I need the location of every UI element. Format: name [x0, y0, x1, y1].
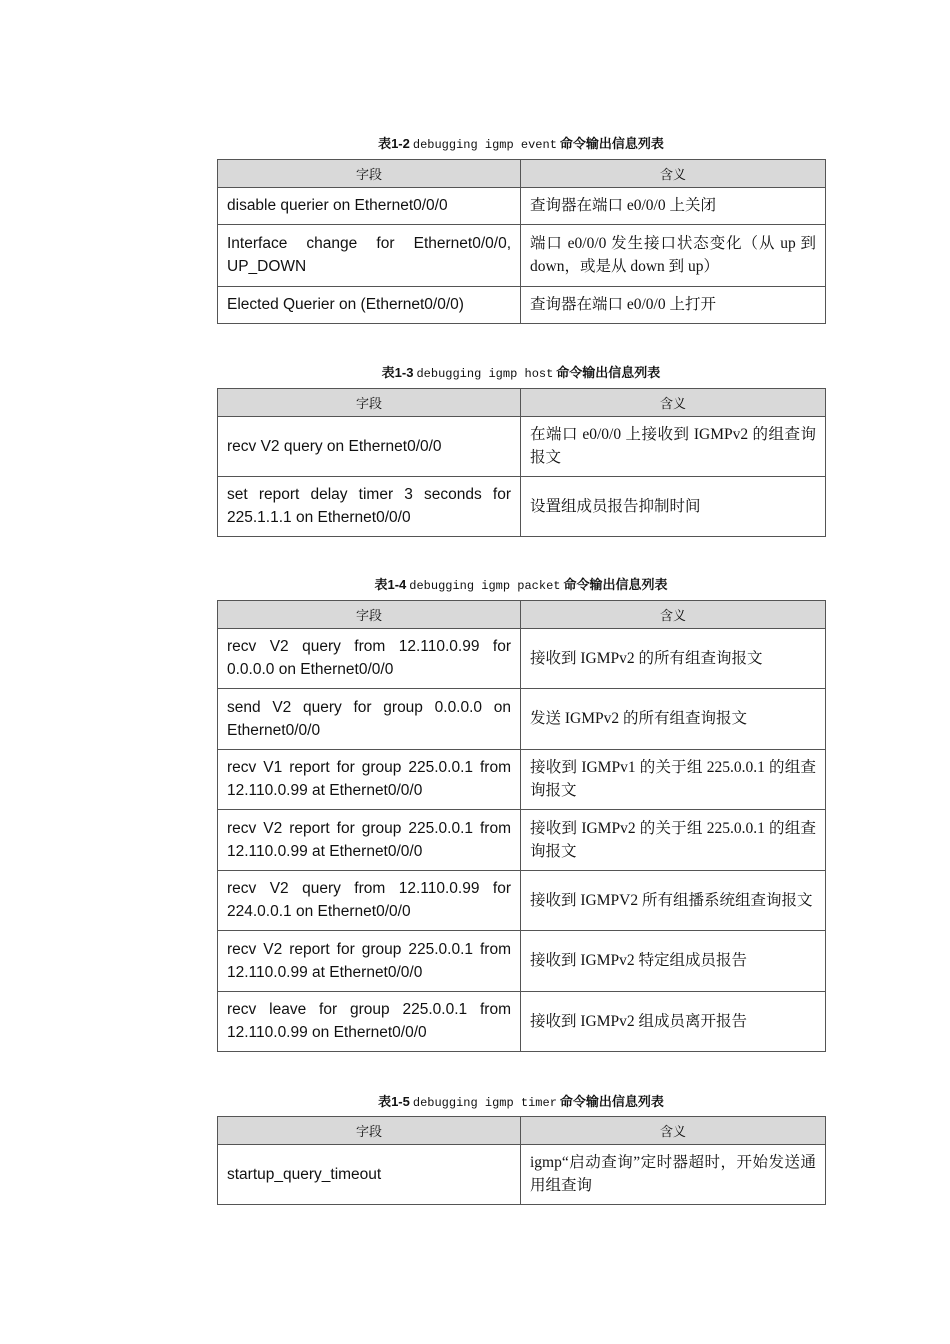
field-cell: recv V1 report for group 225.0.0.1 from 12.110.0.99 at Ethernet0/0/0 [218, 750, 521, 810]
caption-number: 表1-2 [378, 136, 410, 151]
field-cell: Interface change for Ethernet0/0/0, UP_DOWN [218, 225, 521, 287]
caption-command: debugging igmp host [416, 367, 554, 381]
caption-number: 表1-5 [378, 1094, 410, 1109]
field-cell: recv V2 query on Ethernet0/0/0 [218, 417, 521, 477]
meaning-cell: igmp“启动查询”定时器超时，开始发送通用组查询 [521, 1145, 826, 1205]
caption-desc: 命令输出信息列表 [556, 365, 661, 380]
header-field: 字段 [218, 1117, 521, 1145]
header-row [218, 1117, 826, 1145]
table-caption [217, 136, 825, 153]
caption-command: debugging igmp packet [409, 579, 561, 593]
table-caption [217, 365, 825, 382]
meaning-cell: 接收到 IGMPv2 组成员离开报告 [521, 992, 826, 1052]
field-cell: recv V2 query from 12.110.0.99 for 0.0.0.0 on Ethernet0/0/0 [218, 629, 521, 689]
table-row [218, 188, 826, 225]
field-cell: send V2 query for group 0.0.0.0 on Ethernet0/0/0 [218, 689, 521, 750]
field-cell: disable querier on Ethernet0/0/0 [218, 188, 521, 225]
meaning-cell: 查询器在端口 e0/0/0 上打开 [521, 287, 826, 324]
field-cell: Elected Querier on (Ethernet0/0/0) [218, 287, 521, 324]
table-row [218, 871, 826, 931]
meaning-cell: 发送 IGMPv2 的所有组查询报文 [521, 689, 826, 750]
table-caption [217, 577, 825, 594]
meaning-cell: 接收到 IGMPV2 所有组播系统组查询报文 [521, 871, 826, 931]
header-row [218, 160, 826, 188]
data-table [217, 1116, 826, 1205]
meaning-cell: 接收到 IGMPv2 的关于组 225.0.0.1 的组查询报文 [521, 810, 826, 871]
table-row [218, 931, 826, 992]
table-row [218, 477, 826, 537]
header-meaning: 含义 [521, 1117, 826, 1145]
table-row [218, 1145, 826, 1205]
data-table [217, 159, 826, 324]
header-field: 字段 [218, 389, 521, 417]
caption-number: 表1-3 [381, 365, 414, 380]
table-row [218, 992, 826, 1052]
meaning-cell: 接收到 IGMPv2 特定组成员报告 [521, 931, 826, 992]
data-table [217, 600, 826, 1052]
field-cell: set report delay timer 3 seconds for 225.1.1.1 on Ethernet0/0/0 [218, 477, 521, 537]
caption-desc: 命令输出信息列表 [559, 1094, 664, 1109]
caption-desc: 命令输出信息列表 [563, 577, 668, 592]
meaning-cell: 接收到 IGMPv2 的所有组查询报文 [521, 629, 826, 689]
header-row [218, 389, 826, 417]
header-meaning: 含义 [521, 601, 826, 629]
meaning-cell: 在端口 e0/0/0 上接收到 IGMPv2 的组查询报文 [521, 417, 826, 477]
table-row [218, 225, 826, 287]
meaning-cell: 接收到 IGMPv1 的关于组 225.0.0.1 的组查询报文 [521, 750, 826, 810]
header-meaning: 含义 [521, 389, 826, 417]
meaning-cell: 查询器在端口 e0/0/0 上关闭 [521, 188, 826, 225]
meaning-cell: 端口 e0/0/0 发生接口状态变化（从 up 到 down，或是从 down 到 up） [521, 225, 826, 287]
table-row [218, 689, 826, 750]
field-cell: recv V2 report for group 225.0.0.1 from 12.110.0.99 at Ethernet0/0/0 [218, 810, 521, 871]
field-cell: recv V2 query from 12.110.0.99 for 224.0.0.1 on Ethernet0/0/0 [218, 871, 521, 931]
field-cell: startup_query_timeout [218, 1145, 521, 1205]
data-table [217, 388, 826, 537]
table-row [218, 287, 826, 324]
table-row [218, 417, 826, 477]
field-cell: recv V2 report for group 225.0.0.1 from 12.110.0.99 at Ethernet0/0/0 [218, 931, 521, 992]
caption-command: debugging igmp timer [412, 1096, 557, 1110]
field-cell: recv leave for group 225.0.0.1 from 12.110.0.99 on Ethernet0/0/0 [218, 992, 521, 1052]
header-field: 字段 [218, 160, 521, 188]
caption-command: debugging igmp event [412, 138, 557, 152]
table-caption [217, 1094, 825, 1111]
meaning-cell: 设置组成员报告抑制时间 [521, 477, 826, 537]
header-row [218, 601, 826, 629]
table-row [218, 810, 826, 871]
caption-number: 表1-4 [374, 577, 407, 592]
table-row [218, 750, 826, 810]
table-row [218, 629, 826, 689]
header-field: 字段 [218, 601, 521, 629]
caption-desc: 命令输出信息列表 [559, 136, 664, 151]
header-meaning: 含义 [521, 160, 826, 188]
